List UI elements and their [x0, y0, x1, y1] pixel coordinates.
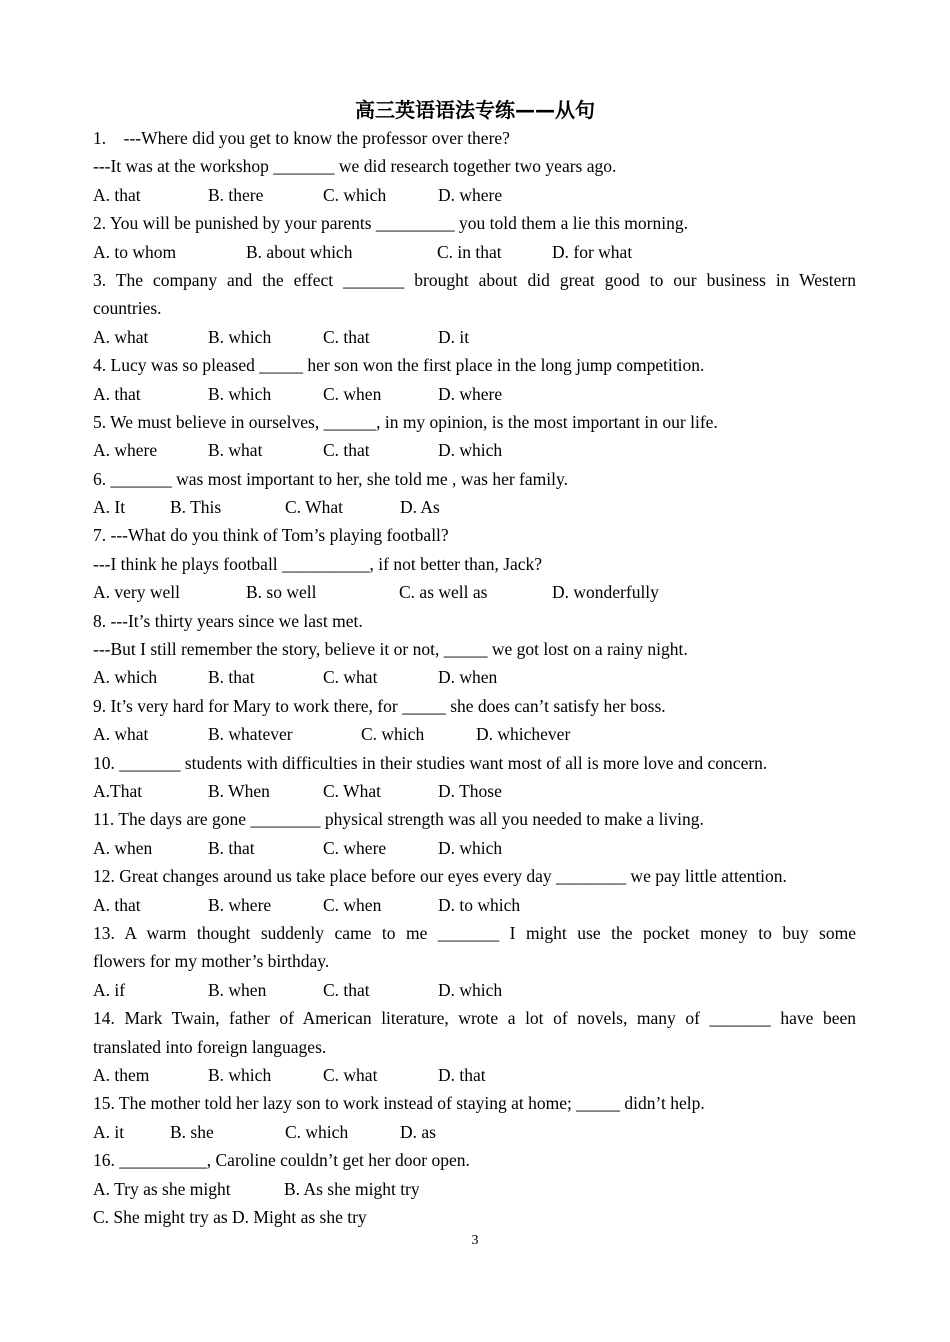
question-1 — [93, 124, 856, 209]
option-a[interactable]: A. that — [93, 383, 141, 404]
options-row — [93, 1175, 856, 1203]
question-3 — [93, 266, 856, 351]
question-9 — [93, 692, 856, 749]
options-row — [93, 578, 856, 606]
options-row — [93, 181, 856, 209]
question-list — [93, 124, 856, 1231]
option-b[interactable]: B. whatever — [208, 724, 293, 745]
option-a[interactable]: A. It — [93, 497, 126, 518]
option-a[interactable]: A. when — [93, 837, 153, 858]
option-a[interactable]: A. where — [93, 440, 158, 461]
question-15 — [93, 1089, 856, 1146]
question-text: ---I think he plays football __________, if not better than, Jack? — [93, 553, 543, 574]
options-row — [93, 380, 856, 408]
question-text: 3. The company and the effect _______ brought about did great good to our business in Western — [93, 269, 856, 290]
option-d[interactable]: D. wonderfully — [552, 582, 659, 603]
question-text: 4. Lucy was so pleased _____ her son won the first place in the long jump competition. — [93, 355, 705, 376]
option-b[interactable]: B. This — [170, 497, 222, 518]
option-d[interactable]: D. which — [438, 440, 503, 461]
option-d[interactable]: D. that — [438, 1064, 486, 1085]
options-row — [93, 493, 856, 521]
question-text: 9. It’s very hard for Mary to work there, for _____ she does can’t satisfy her boss. — [93, 695, 666, 716]
option-d[interactable]: D. whichever — [476, 724, 571, 745]
option-b[interactable]: B. so well — [246, 582, 317, 603]
question-2 — [93, 209, 856, 266]
option-b[interactable]: B. which — [208, 1064, 272, 1085]
option-a[interactable]: A.That — [93, 781, 143, 801]
options-row — [93, 238, 856, 266]
option-c[interactable]: C. that — [323, 979, 370, 1000]
option-d[interactable]: D. for what — [552, 241, 633, 262]
option-b[interactable]: B. about which — [246, 241, 353, 262]
option-c[interactable]: C. What — [285, 497, 344, 518]
option-d[interactable]: D. where — [438, 184, 503, 205]
option-a[interactable]: A. if — [93, 979, 126, 1000]
option-d[interactable]: D. which — [438, 837, 503, 858]
option-d[interactable]: D. to which — [438, 894, 521, 915]
option-c[interactable]: C. that — [323, 326, 370, 347]
option-b[interactable]: B. where — [208, 894, 272, 915]
option-c[interactable]: C. in that — [437, 241, 502, 262]
question-5 — [93, 408, 856, 465]
options-row-cd[interactable]: C. She might try as D. Might as she try — [93, 1206, 367, 1227]
question-text: flowers for my mother’s birthday. — [93, 951, 330, 972]
option-c[interactable]: C. that — [323, 440, 370, 461]
option-b[interactable]: B. what — [208, 440, 263, 461]
option-b[interactable]: B. that — [208, 667, 255, 688]
option-d[interactable]: D. which — [438, 979, 503, 1000]
option-b[interactable]: B. she — [170, 1121, 214, 1142]
question-text: 15. The mother told her lazy son to work instead of staying at home; _____ didn’t help. — [93, 1093, 705, 1114]
option-c[interactable]: C. when — [323, 383, 382, 404]
option-b[interactable]: B. there — [208, 184, 264, 205]
option-b[interactable]: B. which — [208, 383, 272, 404]
question-text: 7. ---What do you think of Tom’s playing football? — [93, 525, 449, 546]
question-text: 12. Great changes around us take place before our eyes every day ________ we pay little attention. — [93, 866, 787, 887]
option-c[interactable]: C. where — [323, 837, 387, 858]
option-c[interactable]: C. when — [323, 894, 382, 915]
option-a[interactable]: A. what — [93, 724, 149, 745]
option-a[interactable]: A. to whom — [93, 241, 177, 262]
option-d[interactable]: D. where — [438, 383, 503, 404]
question-text: 16. __________, Caroline couldn’t get her door open. — [93, 1150, 470, 1171]
options-row — [93, 663, 856, 691]
question-text: 1. ---Where did you get to know the professor over there? — [93, 128, 510, 148]
option-a[interactable]: A. them — [93, 1064, 150, 1085]
option-d[interactable]: D. when — [438, 667, 498, 688]
options-row — [93, 891, 856, 919]
question-8 — [93, 607, 856, 692]
options-row — [93, 1061, 856, 1089]
question-13 — [93, 919, 856, 1004]
question-text: 14. Mark Twain, father of American literature, wrote a lot of novels, many of _______ have been — [93, 1008, 856, 1029]
options-row — [93, 720, 856, 748]
question-text: 5. We must believe in ourselves, ______, in my opinion, is the most important in our life. — [93, 411, 718, 432]
option-b[interactable]: B. which — [208, 326, 272, 347]
options-row — [93, 976, 856, 1004]
option-d[interactable]: D. as — [400, 1121, 436, 1142]
options-row — [93, 777, 856, 805]
question-text: translated into foreign languages. — [93, 1036, 327, 1057]
option-c[interactable]: C. which — [361, 724, 425, 745]
question-text: countries. — [93, 298, 162, 319]
option-d[interactable]: D. As — [400, 497, 440, 518]
option-b[interactable]: B. that — [208, 837, 255, 858]
option-a[interactable]: A. that — [93, 184, 141, 205]
question-12 — [93, 862, 856, 919]
options-row — [93, 834, 856, 862]
question-text: 11. The days are gone ________ physical strength was all you needed to make a living. — [93, 809, 704, 830]
page-title: 高三英语语法专练——从句 — [355, 98, 595, 122]
option-a[interactable]: A. which — [93, 667, 158, 688]
question-6 — [93, 465, 856, 522]
option-a[interactable]: A. that — [93, 894, 141, 915]
option-c[interactable]: C. What — [323, 781, 382, 801]
option-b[interactable]: B. when — [208, 979, 267, 1000]
options-row — [93, 323, 856, 351]
question-7 — [93, 521, 856, 606]
question-text: 8. ---It’s thirty years since we last met. — [93, 610, 363, 631]
option-d[interactable]: D. it — [438, 326, 470, 347]
option-a[interactable]: A. it — [93, 1121, 125, 1142]
question-text: 13. A warm thought suddenly came to me _______ I might use the pocket money to buy some — [93, 922, 856, 943]
question-4 — [93, 351, 856, 408]
option-c[interactable]: C. as well as — [399, 582, 488, 603]
options-row — [93, 436, 856, 464]
question-11 — [93, 805, 856, 862]
option-c[interactable]: C. what — [323, 667, 378, 688]
question-10 — [93, 749, 856, 806]
option-c[interactable]: C. which — [323, 184, 387, 205]
option-b[interactable]: B. When — [208, 781, 270, 801]
question-16 — [93, 1146, 856, 1231]
option-a[interactable]: A. very well — [93, 582, 180, 603]
question-text: ---It was at the workshop _______ we did research together two years ago. — [93, 156, 617, 177]
page-number: 3 — [471, 1233, 479, 1248]
question-text: 6. _______ was most important to her, she told me , was her family. — [93, 468, 568, 489]
option-c[interactable]: C. which — [285, 1121, 349, 1142]
option-c[interactable]: C. what — [323, 1064, 378, 1085]
option-d[interactable]: D. Those — [438, 781, 502, 801]
question-text: 10. _______ students with difficulties in their studies want most of all is more love and concern. — [93, 752, 768, 773]
option-b[interactable]: B. As she might try — [284, 1178, 420, 1199]
option-a[interactable]: A. what — [93, 326, 149, 347]
question-text: ---But I still remember the story, believe it or not, _____ we got lost on a rainy night. — [93, 639, 688, 660]
option-a[interactable]: A. Try as she might — [93, 1178, 231, 1199]
question-text: 2. You will be punished by your parents _________ you told them a lie this morning. — [93, 213, 688, 234]
options-row — [93, 1118, 856, 1146]
question-14 — [93, 1004, 856, 1089]
